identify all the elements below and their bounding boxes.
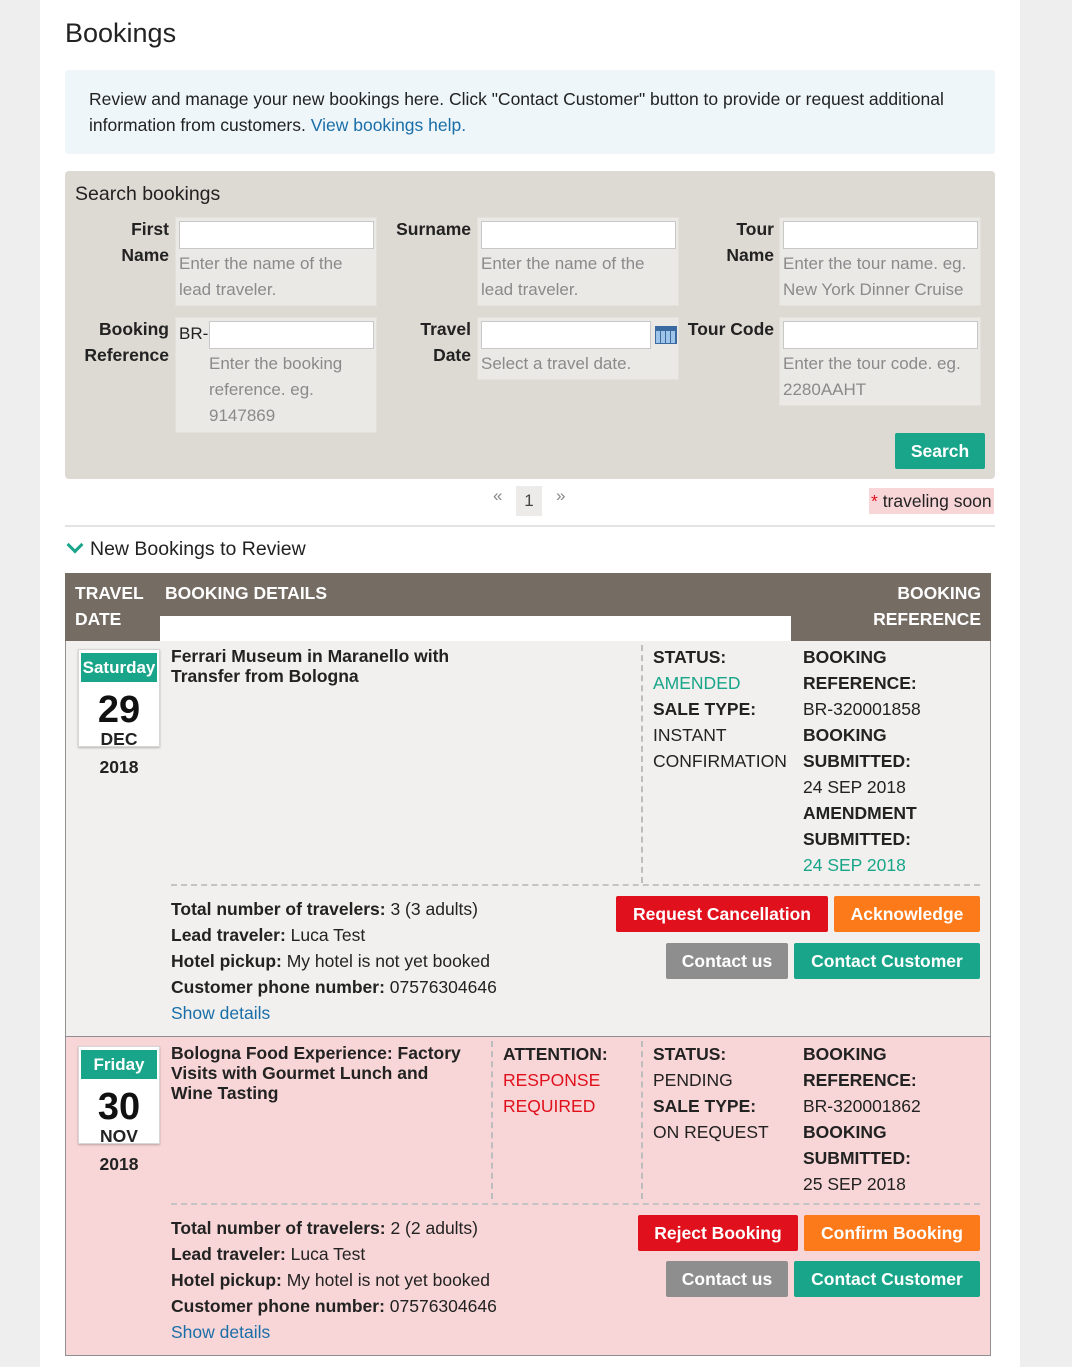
year: 2018 [99,1154,139,1174]
traveling-soon-legend [869,488,994,514]
booking-ref-value: BR-320001862 [803,1096,921,1116]
search-button[interactable]: Search [895,433,985,469]
attention-column: ATTENTION: RESPONSE REQUIRED [503,1044,608,1116]
tour-code-input[interactable] [783,321,978,349]
booking-details: Total number of travelers: 2 (2 adults) Lead traveler: Luca Test Hotel pickup: My hotel is not yet booked Customer phone number: 07576304646 Show details [171,1215,497,1345]
tour-name-hint: Enter the tour name. eg. New York Dinner Cruise [783,254,967,299]
first-name-field [175,217,377,306]
tour-name-field [779,217,981,306]
first-name-label: First Name [121,219,169,265]
contact-customer-button[interactable]: Contact Customer [794,1261,980,1297]
booking-ref-field [175,317,377,433]
acknowledge-button[interactable]: Acknowledge [834,896,980,932]
day-number: 29 [97,689,141,731]
show-details-link[interactable]: Show details [171,1322,271,1342]
col-travel-date: TRAVEL DATE [75,583,144,629]
travel-date-input[interactable] [481,321,651,349]
surname-hint: Enter the name of the lead traveler. [481,254,645,299]
booking-ref-input[interactable] [209,321,374,349]
reference-column: BOOKING REFERENCE: BR-320001862 BOOKING SUBMITTED: 25 SEP 2018 [803,1044,921,1194]
calendar-icon[interactable] [655,326,677,344]
year: 2018 [99,757,139,777]
reference-column: BOOKING REFERENCE: BR-320001858 BOOKING SUBMITTED: 24 SEP 2018 AMENDMENT SUBMITTED: 24 SEP 2018 [803,647,921,875]
month: DEC [100,729,138,749]
date-badge [78,649,160,747]
booking-details: Total number of travelers: 3 (3 adults) Lead traveler: Luca Test Hotel pickup: My hotel is not yet booked Customer phone number: 07576304646 Show details [171,896,497,1026]
bookings-help-link[interactable]: View bookings help. [310,115,467,135]
confirm-booking-button[interactable]: Confirm Booking [804,1215,980,1251]
tour-code-label: Tour Code [687,319,774,339]
tour-code-field [779,317,981,406]
search-title: Search bookings [75,183,221,205]
booking-ref-hint: Enter the booking reference. eg. 9147869 [209,354,343,425]
pager-prev[interactable]: « [493,486,503,505]
tour-title: Bologna Food Experience: Factory Visits with Gourmet Lunch and Wine Tasting [171,1043,461,1103]
tour-name-input[interactable] [783,221,978,249]
request-cancellation-button[interactable]: Request Cancellation [616,896,828,932]
booking-ref-value: BR-320001858 [803,699,921,719]
chevron-down-icon [67,537,84,554]
row-separator [171,1203,980,1205]
first-name-input[interactable] [179,221,374,249]
page-title: Bookings [65,18,177,48]
contact-customer-button[interactable]: Contact Customer [794,943,980,979]
pager-next[interactable]: » [556,486,566,505]
tour-name-label: Tour Name [726,219,774,265]
status-column: STATUS: PENDING SALE TYPE: ON REQUEST [653,1044,769,1142]
day-name: Friday [81,1050,157,1079]
show-details-link[interactable]: Show details [171,1003,271,1023]
booking-row [65,1036,991,1356]
column-separator [641,645,643,883]
travel-date-hint: Select a travel date. [481,354,632,373]
first-name-hint: Enter the name of the lead traveler. [179,254,343,299]
info-box [65,70,995,154]
tour-code-hint: Enter the tour code. eg. 2280AAHT [783,354,961,399]
page [40,0,1020,1367]
tour-title: Ferrari Museum in Maranello with Transfer from Bologna [171,646,450,686]
pager-page-1[interactable]: 1 [516,486,542,516]
search-panel [65,171,995,479]
date-badge [78,1046,160,1144]
surname-input[interactable] [481,221,676,249]
surname-label: Surname [396,219,471,239]
booking-ref-prefix: BR- [179,324,209,343]
column-separator [491,1041,493,1199]
divider [65,525,995,527]
contact-us-button[interactable]: Contact us [666,943,788,979]
contact-us-button[interactable]: Contact us [666,1261,788,1297]
legend-text: traveling soon [882,491,992,511]
section-toggle[interactable] [65,538,306,561]
travel-date-field [477,317,679,380]
reject-booking-button[interactable]: Reject Booking [638,1215,798,1251]
day-number: 30 [97,1086,141,1128]
booking-ref-label: Booking Reference [84,319,169,365]
travel-date-label: Travel Date [420,319,471,365]
table-header [65,573,991,641]
month: NOV [100,1126,138,1146]
legend-star: * [871,491,878,511]
col-booking-reference: BOOKING REFERENCE [873,583,981,629]
status-value: AMENDED [653,673,741,693]
row-separator [171,884,980,886]
booking-row [65,641,991,1037]
header-spacer [160,616,791,641]
section-title: New Bookings to Review [90,538,306,560]
column-separator [641,1041,643,1199]
surname-field [477,217,679,306]
day-name: Saturday [81,653,157,682]
info-text: Review and manage your new bookings here. Click "Contact Customer" button to provide or request additional information from customers. [89,89,944,135]
col-booking-details: BOOKING DETAILS [165,583,328,603]
status-column: STATUS: AMENDED SALE TYPE: INSTANT CONFIRMATION [653,647,787,771]
status-value: PENDING [653,1070,733,1090]
